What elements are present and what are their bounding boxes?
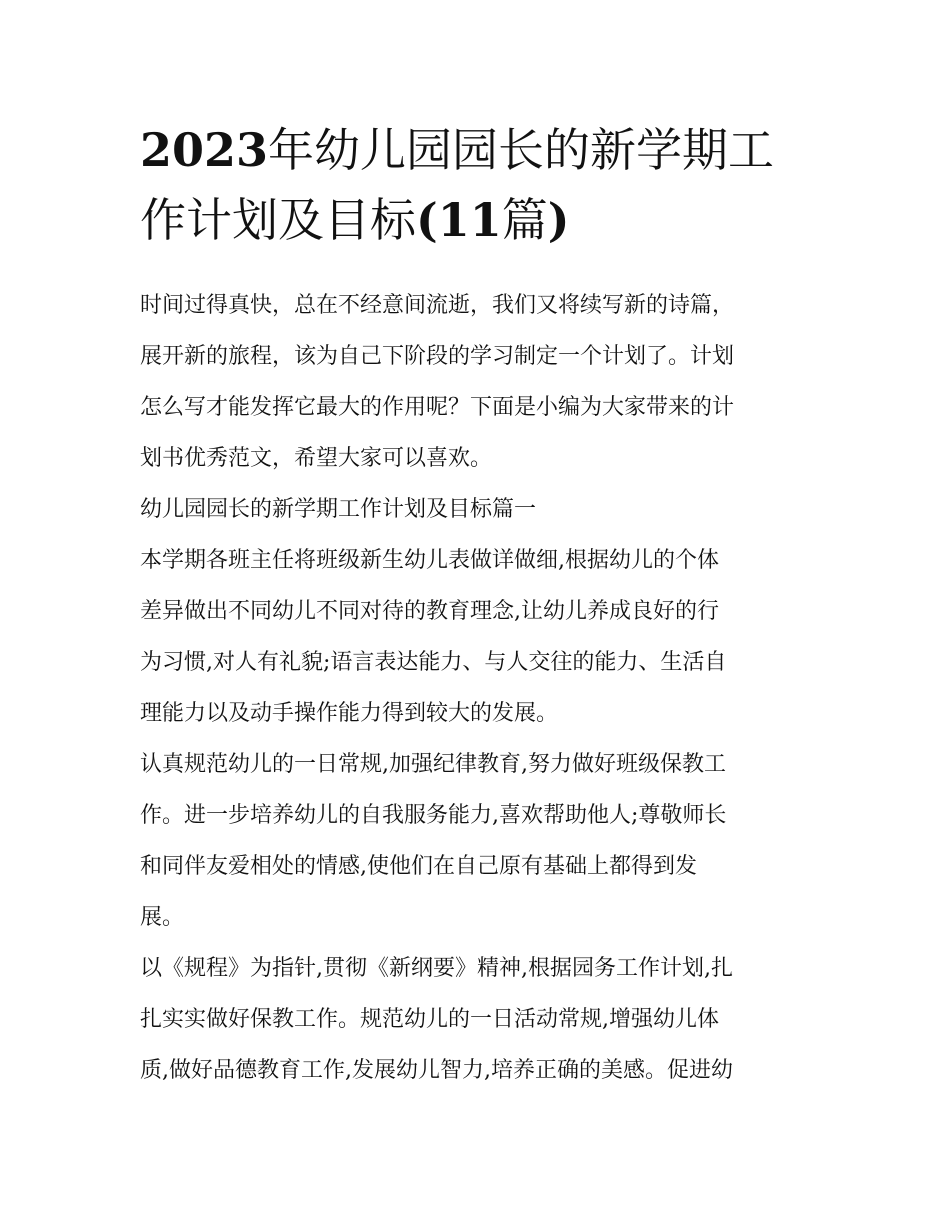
paragraph-3	[140, 943, 820, 1096]
paragraph-2	[140, 739, 820, 943]
text-line: 时间过得真快，总在不经意间流逝，我们又将续写新的诗篇，	[140, 293, 735, 318]
text-line: 和同伴友爱相处的情感,使他们在自己原有基础上都得到发	[140, 854, 697, 879]
text-line: 划书优秀范文，希望大家可以喜欢。	[140, 446, 493, 471]
paragraph-1	[140, 535, 820, 739]
text-line: 展开新的旅程，该为自己下阶段的学习制定一个计划了。计划	[140, 344, 735, 369]
text-line: 怎么写才能发挥它最大的作用呢？下面是小编为大家带来的计	[140, 395, 735, 420]
title-close-paren: )	[547, 193, 570, 247]
paragraph-intro	[140, 280, 820, 484]
document-body	[140, 280, 820, 1096]
title-year: 2023	[140, 123, 269, 177]
text-line: 幼儿园园长的新学期工作计划及目标篇一	[140, 497, 537, 522]
title-line-1	[140, 115, 820, 185]
text-line: 扎实实做好保教工作。规范幼儿的一日活动常规,增强幼儿体	[140, 1007, 719, 1032]
title-text-3: 篇	[501, 193, 548, 247]
text-line: 为习惯,对人有礼貌;语言表达能力、与人交往的能力、生活自	[140, 650, 727, 675]
text-line: 展。	[140, 905, 185, 930]
title-text-1: 年幼儿园园长的新学期工	[268, 123, 775, 177]
text-line: 作。进一步培养幼儿的自我服务能力,喜欢帮助他人;尊敬师长	[140, 803, 727, 828]
title-line-2	[140, 185, 820, 255]
title-text-2: 作计划及目标	[140, 193, 416, 247]
document-title	[140, 115, 820, 255]
text-line: 以《规程》为指针,贯彻《新纲要》精神,根据园务工作计划,扎	[140, 956, 733, 981]
text-line: 差异做出不同幼儿不同对待的教育理念,让幼儿养成良好的行	[140, 599, 719, 624]
text-line: 理能力以及动手操作能力得到较大的发展。	[140, 701, 559, 726]
text-line: 本学期各班主任将班级新生幼儿表做详做细,根据幼儿的个体	[140, 548, 719, 573]
text-line: 认真规范幼儿的一日常规,加强纪律教育,努力做好班级保教工	[140, 752, 726, 777]
section-heading	[140, 484, 820, 535]
text-line: 质,做好品德教育工作,发展幼儿智力,培养正确的美感。促进幼	[140, 1058, 733, 1083]
title-count: (11	[416, 193, 502, 247]
